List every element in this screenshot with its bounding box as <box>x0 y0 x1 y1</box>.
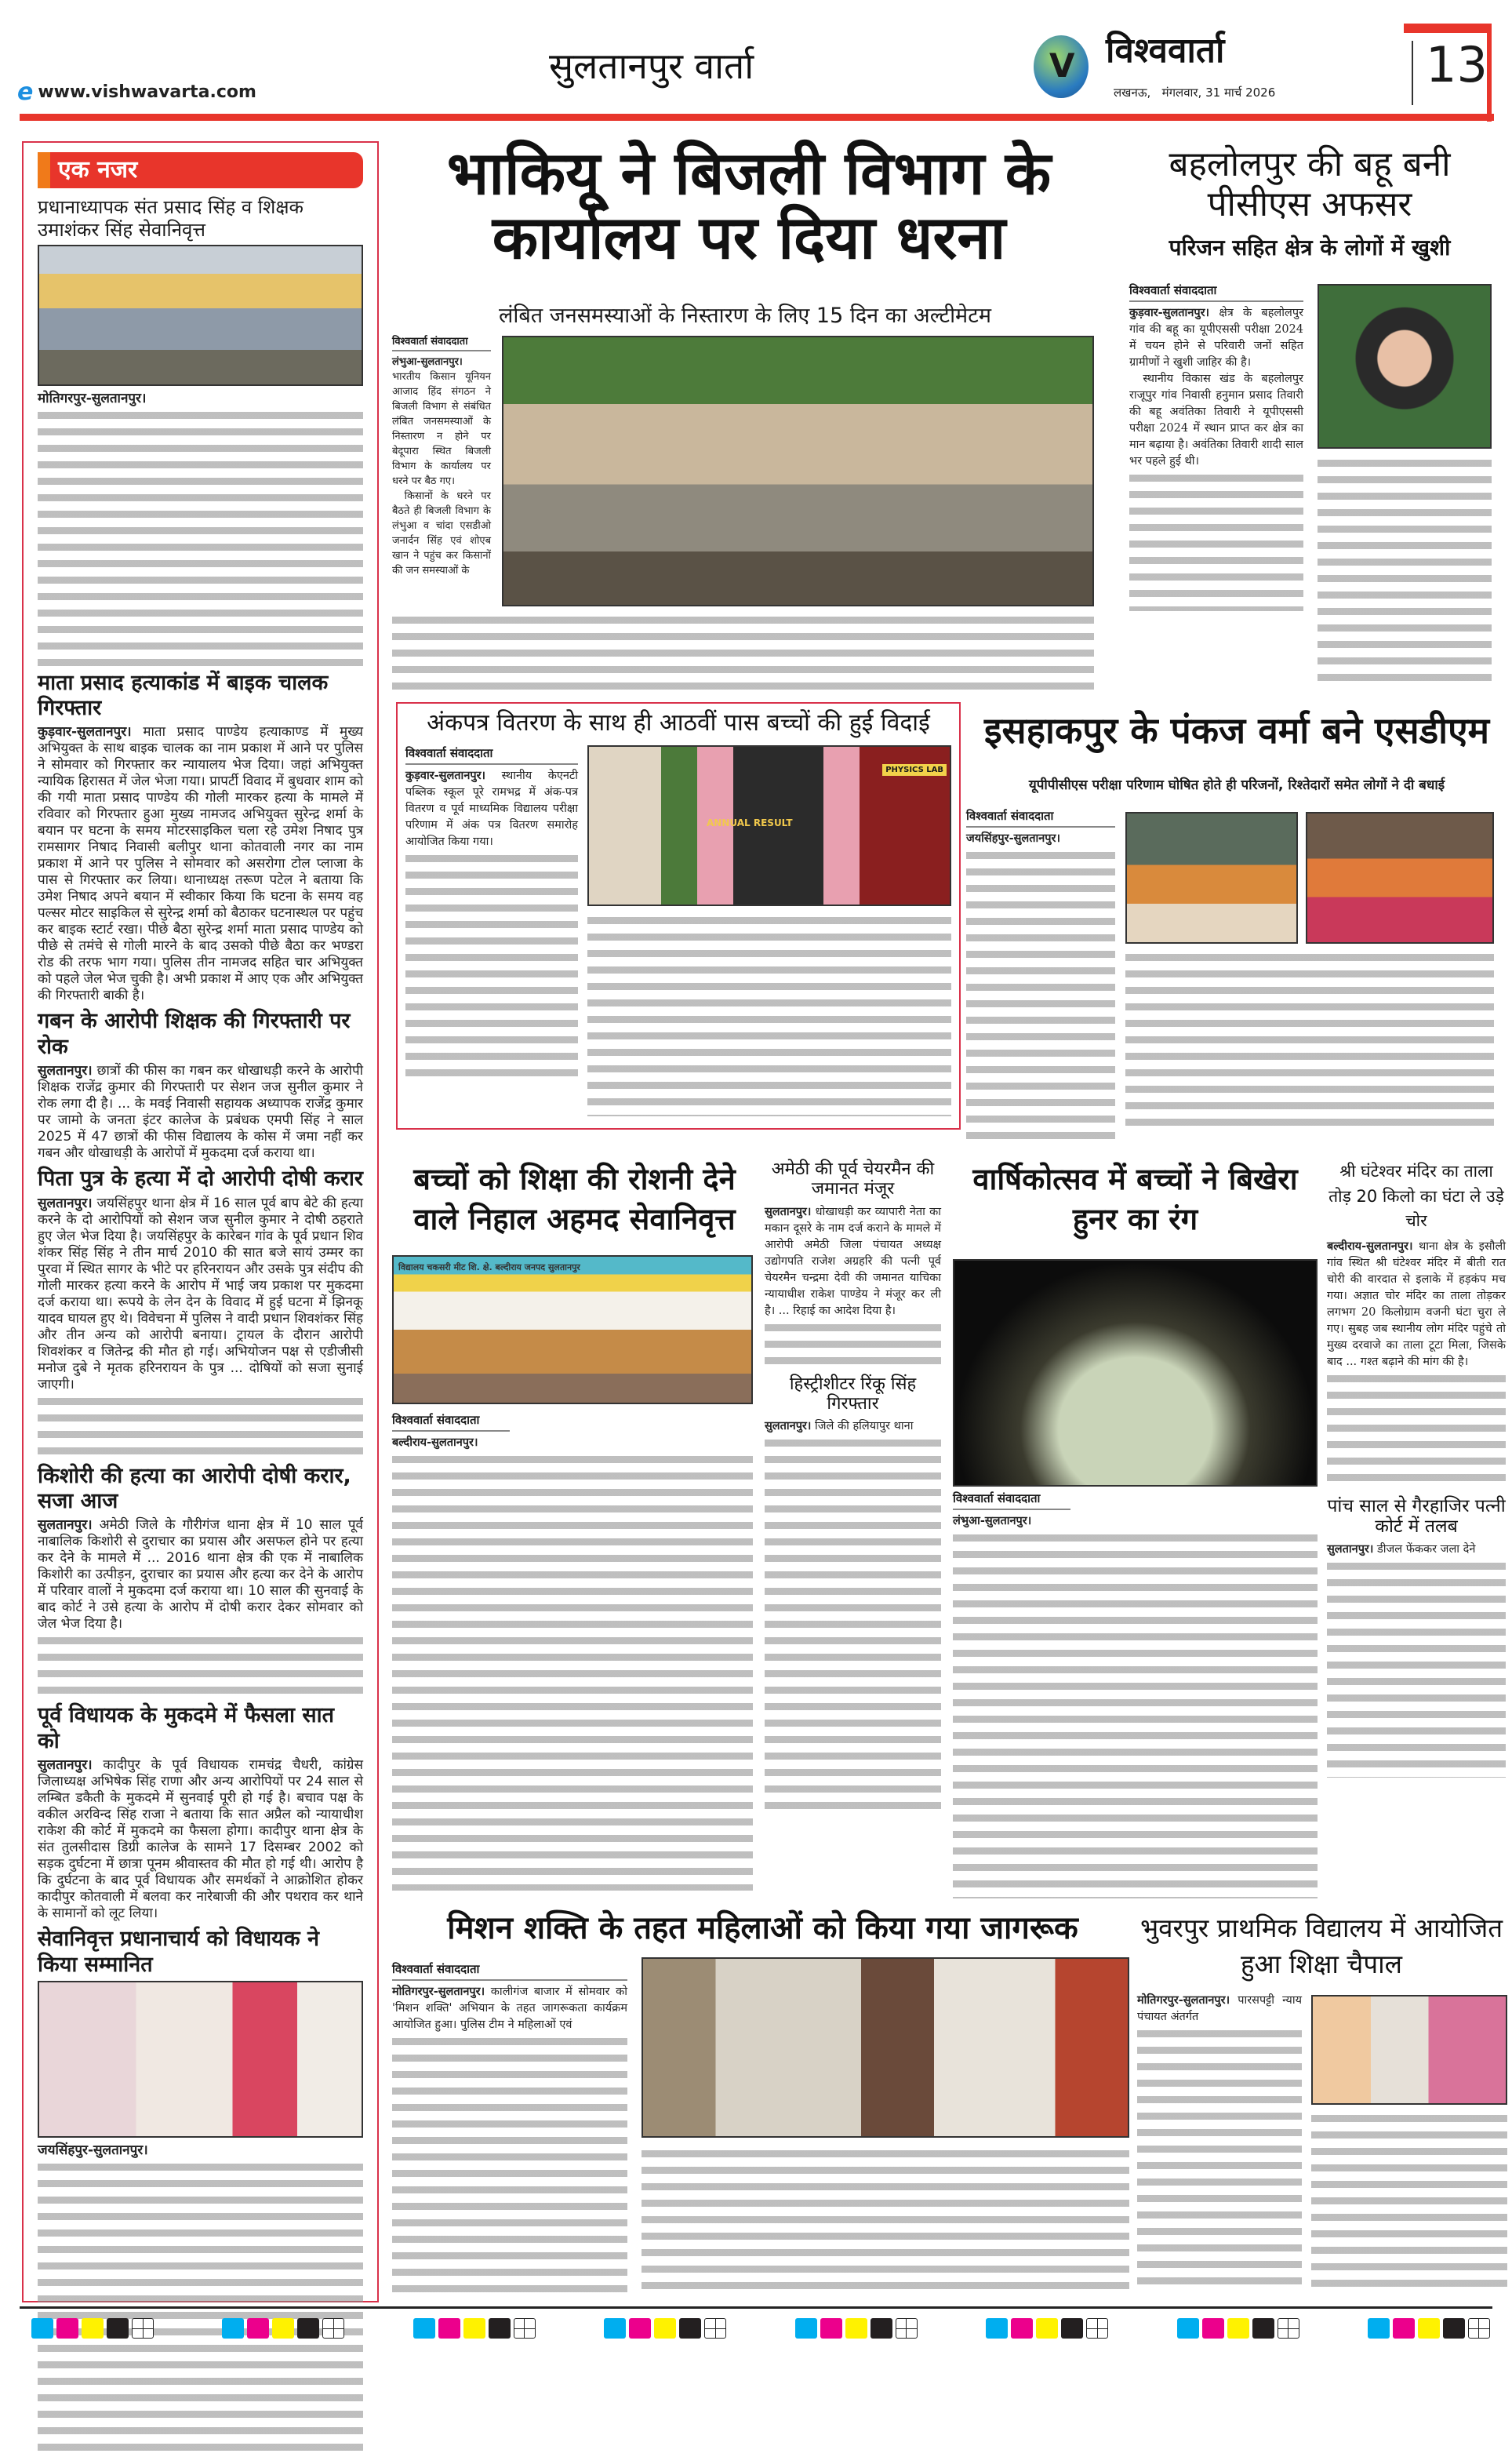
article-text <box>642 2146 1129 2291</box>
amethi-story: अमेठी की पूर्व चेयरमैन की जमानत मंजूर सुलतानपुर। धोखाधड़ी कर व्यापारी नेता का मकान दूसरे के नाम दर्ज कराने के मामले में आरोपी अमेठी जिला पंचायत अध्यक्ष उद्योगपति राजेश अग्रहरि की पत्नी पूर्व चेयरमैन चन्द्रमा देवी की जमानत याचिका न्यायाधीश राकेश पाण्डेय ने मंजूर कर ली है। ... रिहाई का आदेश दिया है। हिस्ट्रीशीटर रिंकू सिंह गिरफ्तार सुलतानपुर। जिले की हलियापुर थाना <box>765 1159 941 1811</box>
wife-headline: पांच साल से गैरहाजिर पत्नी कोर्ट में तलब <box>1327 1495 1506 1537</box>
story-headline: गबन के आरोपी शिक्षक की गिरफ्तारी पर रोक <box>38 1009 351 1059</box>
mission-shakti-headline: मिशन शक्ति के तहत महिलाओं को किया गया जागरूक <box>447 1910 1078 1946</box>
registration-mark-icon <box>1086 2318 1108 2339</box>
cmyk-swatch-group <box>222 2318 344 2339</box>
byline: विश्ववार्ता संवाददाता <box>953 1491 1070 1510</box>
browser-e-icon: e <box>17 78 34 106</box>
color-swatch <box>1418 2318 1440 2339</box>
color-swatch <box>222 2318 244 2339</box>
registration-mark-icon <box>1468 2318 1490 2339</box>
story-headline: पिता पुत्र के हत्या में दो आरोपी दोषी करार <box>38 1167 363 1192</box>
story-headline: माता प्रसाद हत्याकांड में बाइक चालक गिरफ्तार <box>38 670 329 720</box>
cmyk-swatch-group <box>604 2318 726 2339</box>
paper-name: विश्ववार्ता <box>1106 31 1225 71</box>
color-swatch <box>795 2318 817 2339</box>
story-headline: पूर्व विधायक के मुकदमे में फैसला सात को <box>38 1703 334 1753</box>
color-swatch <box>654 2318 676 2339</box>
masthead <box>0 0 1512 126</box>
history-sheeter-headline: हिस्ट्रीशीटर रिंकू सिंह गिरफ्तार <box>789 1374 917 1414</box>
color-swatch <box>629 2318 651 2339</box>
color-registration-bar <box>31 2318 1490 2339</box>
annual-function-photo <box>953 1259 1318 1487</box>
dharna-photo <box>502 336 1094 606</box>
color-swatch <box>1443 2318 1465 2339</box>
ankpatra-headline: अंकपत्र वितरण के साथ ही आठवीं पास बच्चों की हुई विदाई <box>427 709 930 737</box>
story-headline: किशोरी की हत्या का आरोपी दोषी करार, सजा आज <box>38 1463 351 1513</box>
photo-sign: PHYSICS LAB <box>882 764 947 776</box>
annual-result-photo <box>587 745 951 906</box>
header-rule <box>20 114 1494 121</box>
paper-logo-icon: V <box>1034 35 1089 98</box>
article-text: सुलतानपुर। अमेठी जिले के गौरीगंज थाना क्षेत्र में 10 साल पूर्व नाबालिक किशोरी से दुराचार का प्रयास और असफल होने पर हत्या कर देने के मामले में ... 2016 थाना क्षेत्र की एक में नाबालिक किशोरी का उत्पीड़न, दुराचार का प्रयास और हत्या कर देने के आरोप में परिवार वालों ने मुकदमा दर्ज कराया था। 10 साल की सुनवाई के बाद कोर्ट ने उसे हत्या के आरोप में दोषी करार देकर सोमवार को जेल भेज दिया है। <box>38 1517 363 1633</box>
color-swatch <box>604 2318 626 2339</box>
photo-banner: विद्यालय चकसरी मीट शि. क्षे. बल्दीराय जनपद सुलतानपुर <box>398 1262 580 1272</box>
awareness-program-photo <box>642 1957 1129 2138</box>
color-swatch <box>1252 2318 1274 2339</box>
ankpatra-story: अंकपत्र वितरण के साथ ही आठवीं पास बच्चों की हुई विदाई विश्ववार्ता संवाददाता कुड़वार-सुलतानपुर। स्थानीय केएनटी पब्लिक स्कूल पूरे रामभद्र में अंक-पत्र वितरण व पूर्व माध्यमिक विद्यालय परीक्षा परिणाम में अंक पत्र वितरण समारोह आयोजित किया गया। PHYSICS LAB ANNUAL RESULT <box>396 702 961 1130</box>
bahlolpur-story-text: विश्ववार्ता संवाददाता कुड़वार-सुलतानपुर। क्षेत्र के बहलोलपुर गांव की बहू का यूपीएससी परीक्षा 2024 में चयन होने से परिवारी जनों सहित ग्रामीणों ने खुशी जाहिर की है। स्थानीय विकास खंड के बहलोलपुर राजूपुर गांव निवासी हनुमान प्रसाद तिवारी की बहू अवंतिका तिवारी ने यूपीएससी परीक्षा 2024 में स्थान प्राप्त कर क्षेत्र का मान बढ़ाया है। अवंतिका तिवारी शादी साल भर पहले हुई थी। <box>1129 282 1303 611</box>
cmyk-swatch-group <box>986 2318 1108 2339</box>
color-swatch <box>870 2318 892 2339</box>
sdm-celebration-photo <box>1125 812 1298 944</box>
mission-shakti-story-text: विश्ववार्ता संवाददाता मोतिगरपुर-सुलतानपुर। कालीगंज बाजार में सोमवार को 'मिशन शक्ति' अभियान के तहत जागरूकता कार्यक्रम आयोजित हुआ। पुलिस टीम ने महिलाओं एवं <box>392 1961 627 2300</box>
felicitation-photo <box>38 1981 363 2138</box>
color-swatch <box>1177 2318 1199 2339</box>
color-swatch <box>82 2318 104 2339</box>
registration-mark-icon <box>132 2318 154 2339</box>
color-swatch <box>463 2318 485 2339</box>
school-staff-photo <box>392 1255 753 1404</box>
photo-banner: ANNUAL RESULT <box>707 817 793 828</box>
color-swatch <box>1011 2318 1033 2339</box>
lead-subheadline: लंबित जनसमस्याओं के निस्तारण के लिए 15 दिन का अल्टीमेटम <box>499 304 991 328</box>
ishaqpur-story-text: विश्ववार्ता संवाददाता जयसिंहपुर-सुलतानपुर। <box>966 808 1115 1141</box>
school-children-photo <box>1311 1995 1507 2105</box>
sdm-family-photo <box>1306 812 1494 944</box>
color-swatch <box>489 2318 511 2339</box>
color-swatch <box>1061 2318 1083 2339</box>
article-text: सुलतानपुर। कादीपुर के पूर्व विधायक रामचंद्र चैधरी, कांग्रेस जिलाध्यक्ष अभिषेक सिंह राणा और अन्य आरोपियों पर 24 साल से लम्बित डकैती के मुकदमे में सुनवाई पूरी हो गई है। बचाव पक्ष के वकील अरविन्द सिंह राजा ने बताया कि सात अप्रैल को न्यायाधीश राकेश की कोर्ट में मुकदमे का फैसला होगा। कादीपुर थाना क्षेत्र के संत तुलसीदास डिग्री कालेज के सामने 17 दिसम्बर 2002 को सड़क दुर्घटना में छात्रा पूनम श्रीवास्तव की मौत हो गई थी। आरोप है कि दुर्घटना के बाद पूर्व विधायक और समर्थकों ने आक्रोशित होकर कादीपुर कोतवाली में बलवा कर नारेबाजी की और पथराव कर थाने के सामानों को लूट लिया। <box>38 1757 364 1922</box>
varshikotsav-headline: वार्षिकोत्सव में बच्चों ने बिखेरा हुनर का रंग <box>972 1162 1298 1237</box>
temple-story: श्री घंटेश्वर मंदिर का ताला तोड़ 20 किलो का घंटा ले उड़े चोर बल्दीराय-सुलतानपुर। थाना क्षेत्र के इसौली गांव स्थित श्री घंटेश्वर मंदिर में बीती रात चोरी की वारदात से इलाके में हड़कंप मच गया। अज्ञात चोर मंदिर का ताला तोड़कर लगभग 20 किलोग्राम वजनी घंटा चुरा ले गए। सुबह जब स्थानीय लोग मंदिर पहुंचे तो मुख्य दरवाजे का ताला टूटा मिला, जिसके बाद ... गश्त बढ़ाने की मांग की है। पांच साल से गैरहाजिर पत्नी कोर्ट में तलब सुलतानपुर। डीजल फेंककर जला देने <box>1327 1159 1506 1778</box>
color-swatch <box>107 2318 129 2339</box>
article-text: सुलतानपुर। जयसिंहपुर थाना क्षेत्र में 16 साल पूर्व बाप बेटे की हत्या करने के दो आरोपियों को सेशन जज सुनील कुमार ने दोषी ठहराते हुए जेल भेज दिया है। जयसिंहपुर के कारेबन गांव के पूर्व प्रधान शिव शंकर सिंह सिंह ने तीन मार्च 2010 की सात बजे सायं उम्मर का पुरवा में स्थित सागर के भीटे पर हरिनरायन और उसके पुत्र संदीप की गोली मारकर हत्या करने के आरोप में भाई जय प्रकाश पर मुकदमा दर्ज कराया था। रूपये के लेन देन के विवाद में हुई घटना में झिनकू यादव घायल हुए थे। विवेचना में पुलिस ने वादी प्रधान शिवशंकर सिंह और तीन अन्य को आरोपी बनाया। ट्रायल के दौरान आरोपी शिवशंकर व जितेन्द्र की मौत हो गई। अभियोजन पक्ष से एडीजीसी मनोज दुबे ने मृतक हरिनरायन के पुत्र ... दोषियों को सजा सुनाई जाएगी। <box>38 1195 363 1392</box>
cmyk-swatch-group <box>31 2318 154 2339</box>
color-swatch <box>297 2318 319 2339</box>
nihal-headline: बच्चों को शिक्षा की रोशनी देने वाले निहाल अहमद सेवानिवृत्त <box>413 1162 736 1237</box>
story-headline: प्रधानाध्यापक संत प्रसाद सिंह व शिक्षक उमाशंकर सिंह सेवानिवृत्त <box>38 196 303 241</box>
byline: विश्ववार्ता संवाददाता <box>392 1412 510 1432</box>
section-title: सुलतानपुर वार्ता <box>549 45 754 87</box>
article-text <box>587 912 951 1116</box>
cmyk-swatch-group <box>795 2318 918 2339</box>
color-swatch <box>56 2318 78 2339</box>
cmyk-swatch-group <box>413 2318 536 2339</box>
article-text <box>38 407 363 666</box>
retirement-group-photo <box>38 245 363 386</box>
website-link[interactable]: e www.vishwavarta.com <box>17 78 256 106</box>
story-headline: सेवानिवृत्त प्रधानाचार्य को विधायक ने किया सम्मानित <box>38 1927 319 1977</box>
article-text <box>1311 2110 1507 2291</box>
officer-portrait-photo <box>1318 284 1492 449</box>
lead-story-text: विश्ववार्ता संवाददाता लंभुआ-सुलतानपुर। भारतीय किसान यूनियन आजाद हिंद संगठन ने बिजली विभाग से संबंधित लंबित जनसमस्याओं के निस्तारण न होने पर बेदूपारा स्थित बिजली विभाग के कार्यालय पर धरने पर बैठ गए। किसानों के धरने पर बैठते ही बिजली विभाग के लंभुआ व चांदा एसडीओ जनार्दन सिंह एवं शोएब खान ने पहुंच कर किसानों की जन समस्याओं के <box>392 333 491 578</box>
varshikotsav-story-text: विश्ववार्ता संवाददाता लंभुआ-सुलतानपुर। <box>953 1491 1318 1898</box>
bahlolpur-subheadline: परिजन सहित क्षेत्र के लोगों में खुशी <box>1169 235 1451 260</box>
nihal-story-text: विश्ववार्ता संवाददाता बल्दीराय-सुलतानपुर। <box>392 1412 753 1891</box>
registration-mark-icon <box>1278 2318 1299 2339</box>
color-swatch <box>31 2318 53 2339</box>
ishaqpur-subheadline: यूपीपीसीएस परीक्षा परिणाम घोषित होते ही परिजनों, रिश्तेदारों समेत लोगों ने दी बधाई <box>1028 777 1445 793</box>
byline: विश्ववार्ता संवाददाता <box>392 1961 627 1981</box>
temple-headline: श्री घंटेश्वर मंदिर का ताला तोड़ 20 किलो का घंटा ले उड़े चोर <box>1328 1162 1504 1230</box>
color-swatch <box>820 2318 842 2339</box>
registration-mark-icon <box>704 2318 726 2339</box>
color-swatch <box>438 2318 460 2339</box>
footer-rule <box>20 2306 1492 2309</box>
color-swatch <box>1202 2318 1224 2339</box>
date-line: लखनऊ, मंगलवार, 31 मार्च 2026 <box>1114 86 1276 100</box>
ishaqpur-headline: इसहाकपुर के पंकज वर्मा बने एसडीएम <box>983 709 1490 752</box>
article-text: सुलतानपुर। छात्रों की फीस का गबन कर धोखाधड़ी करने के आरोपी शिक्षक राजेंद्र कुमार की गिरफ्तारी पर सेशन जज सुनील कुमार ने रोक लगा दी है। ... के मवई निवासी सहायक अध्यापक राजेंद्र कुमार पर जामो के जनता इंटर कालेज के प्रबंधक एमपी सिंह ने साल 2025 में 47 छात्रों की फीस विद्यालय के कोस में जमा नहीं कर गबन और धोखाधड़ी के आरोपों में मुकदमा दर्ज कराया था। <box>38 1063 364 1162</box>
color-swatch <box>679 2318 701 2339</box>
cmyk-swatch-group <box>1368 2318 1490 2339</box>
color-swatch <box>413 2318 435 2339</box>
lead-headline: भाकियू ने बिजली विभाग के कार्यालय पर दिया धरना <box>446 138 1052 273</box>
bahlolpur-headline: बहलोलपुर की बहू बनी पीसीएस अफसर <box>1169 144 1451 224</box>
article-text <box>1318 455 1492 690</box>
ek-nazar-badge: एक नजर <box>38 152 363 188</box>
byline: विश्ववार्ता संवाददाता <box>392 333 491 351</box>
article-text <box>1125 949 1494 1126</box>
ek-nazar-column: एक नजर प्रधानाध्यापक संत प्रसाद सिंह व शिक्षक उमाशंकर सिंह सेवानिवृत्त मोतिगरपुर-सुलतानपुर। माता प्रसाद हत्याकांड में बाइक चालक गिरफ्तार कुड़वार-सुलतानपुर। माता प्रसाद पाण्डेय हत्याकाण्ड में मुख्य अभियुक्त के साथ बाइक चालक का नाम प्रकाश में आने पर पुलिस ने सोमवार को गिरफ्तार कर न्यायालय भेज दिया। जहां अभियुक्त न्यायिक हिरासत में जेल भेजा गया। प्रापर्टी विवाद में बुधवार शाम को की गयी माता प्रसाद पाण्डेय की गोली मारकर हत्या के मामले में रविवार को गिरफ्तार हुआ मुख्य नामजद अभियुक्त सुरेन्द्र शर्मा के बयान पर घटना के समय मोटरसाइकिल चला रहे उमेश निषाद पुत्र रामसागर निषाद निवासी बलीपुर थाना कोतवाली नगर का नाम प्रकाश में आने पर पुलिस ने सोमवार को असरोगा टोल प्लाजा के पास से गिरफ्तार कर लिया। थानाध्यक्ष तरूण पटेल ने बताया कि उमेश निषाद अपने बयान में स्वीकार किया कि घटना के समय वह पल्सर मोटर साइकिल से सुरेन्द्र शर्मा को बैठाकर घटनास्थल पर पहुंच कर बाइक स्टार्ट रखा। पीछे बैठा सुरेन्द्र शर्मा माता प्रसाद पाण्डेय को पीछे से तमंचे से गोली मारने के बाद उसको पीछे बैठा कर भण्डरा रोड की तरफ भाग गया। पुलिस तीन नामजद सहित चार अभियुक्त को पहले जेल भेज चुकी है। अभी प्रकाश में आए एक और अभियुक्त की गिरफ्तारी बाकी है। गबन के आरोपी शिक्षक की गिरफ्तारी पर रोक सुलतानपुर। छात्रों की फीस का गबन कर धोखाधड़ी करने के आरोपी शिक्षक राजेंद्र कुमार की गिरफ्तारी पर सेशन जज सुनील कुमार ने रोक लगा दी है। ... के मवई निवासी सहायक अध्यापक राजेंद्र कुमार पर जामो के जनता इंटर कालेज के प्रबंधक एमपी सिंह ने साल 2025 में 47 छात्रों की फीस विद्यालय के कोस में जमा नहीं कर गबन और धोखाधड़ी के आरोपों में मुकदमा दर्ज कराया था। पिता पुत्र के हत्या में दो आरोपी दोषी करार सुलतानपुर। जयसिंहपुर थाना क्षेत्र में 16 साल पूर्व बाप बेटे की हत्या करने के दो आरोपियों को सेशन जज सुनील कुमार ने दोषी ठहराते हुए जेल भेज दिया है। जयसिंहपुर के कारेबन गांव के पूर्व प्रधान शिव शंकर सिंह सिंह ने तीन मार्च 2010 की सात बजे सायं उम्मर का पुरवा में स्थित सागर के भीटे पर हरिनरायन और उसके पुत्र संदीप की गोली मारकर हत्या करने के आरोप में भाई जय प्रकाश पर मुकदमा दर्ज कराया था। रूपये के लेन देन के विवाद में हुई घटना में झिनकू यादव घायल हुए थे। विवेचना में पुलिस ने वादी प्रधान शिवशंकर सिंह और तीन अन्य को आरोपी बनाया। ट्रायल के दौरान आरोपी शिवशंकर व जितेन्द्र की मौत हो गई। अभियोजन पक्ष से एडीजीसी मनोज दुबे ने मृतक हरिनरायन के पुत्र ... दोषियों को सजा सुनाई जाएगी। किशोरी की हत्या का आरोपी दोषी करार, सजा आज सुलतानपुर। अमेठी जिले के गौरीगंज थाना क्षेत्र में 10 साल पूर्व नाबालिक किशोरी से दुराचार का प्रयास और असफल होने पर हत्या कर देने के मामले में ... 2016 थाना क्षेत्र की एक में नाबालिक किशोरी का उत्पीड़न, दुराचार का प्रयास और हत्या कर देने के आरोप में परिवार वालों ने मुकदमा दर्ज कराया था। 10 साल की सुनवाई के बाद कोर्ट ने उसे हत्या के आरोप में दोषी करार देकर सोमवार को जेल भेज दिया है। पूर्व विधायक के मुकदमे में फैसला सात को सुलतानपुर। कादीपुर के पूर्व विधायक रामचंद्र चैधरी, कांग्रेस जिलाध्यक्ष अभिषेक सिंह राणा और अन्य आरोपियों पर 24 साल से लम्बित डकैती के मुकदमे में सुनवाई पूरी हो गई है। बचाव पक्ष के वकील अरविन्द सिंह राजा ने बताया कि सात अप्रैल को न्यायाधीश राकेश की कोर्ट में मुकदमे का फैसला होगा। कादीपुर थाना क्षेत्र के संत तुलसीदास डिग्री कालेज के सामने 17 दिसम्बर 2002 को सड़क दुर्घटना में छात्रा पूनम श्रीवास्तव की मौत हो गई थी। आरोप है कि दुर्घटना के बाद पूर्व विधायक और समर्थकों ने आक्रोशित होकर कादीपुर कोतवाली में बलवा कर नारेबाजी की और पथराव कर थाने के सामानों को लूट लिया। सेवानिवृत्त प्रधानाचार्य को विधायक ने किया सम्मानित जयसिंहपुर-सुलतानपुर। <box>22 141 379 2302</box>
registration-mark-icon <box>896 2318 918 2339</box>
registration-mark-icon <box>514 2318 536 2339</box>
color-swatch <box>986 2318 1008 2339</box>
page-divider <box>1412 41 1413 105</box>
article-text <box>392 612 1094 690</box>
color-swatch <box>1368 2318 1390 2339</box>
cmyk-swatch-group <box>1177 2318 1299 2339</box>
color-swatch <box>1036 2318 1058 2339</box>
byline: विश्ववार्ता संवाददाता <box>1129 282 1303 302</box>
color-swatch <box>272 2318 294 2339</box>
amethi-headline: अमेठी की पूर्व चेयरमैन की जमानत मंजूर <box>771 1159 935 1199</box>
page-number: 13 <box>1426 36 1488 93</box>
byline: विश्ववार्ता संवाददाता <box>405 745 578 765</box>
article-text: कुड़वार-सुलतानपुर। माता प्रसाद पाण्डेय हत्याकाण्ड में मुख्य अभियुक्त के साथ बाइक चालक का नाम प्रकाश में आने पर पुलिस ने सोमवार को गिरफ्तार कर न्यायालय भेज दिया। जहां अभियुक्त न्यायिक हिरासत में जेल भेजा गया। प्रापर्टी विवाद में बुधवार शाम को की गयी माता प्रसाद पाण्डेय की गोली मारकर हत्या के मामले में रविवार को गिरफ्तार हुआ मुख्य नामजद अभियुक्त सुरेन्द्र शर्मा के बयान पर घटना के समय मोटरसाइकिल चला रहे उमेश निषाद पुत्र रामसागर निषाद निवासी बलीपुर थाना कोतवाली नगर का नाम प्रकाश में आने पर पुलिस ने सोमवार को असरोगा टोल प्लाजा के पास से गिरफ्तार कर लिया। थानाध्यक्ष तरूण पटेल ने बताया कि उमेश निषाद अपने बयान में स्वीकार किया कि घटना के समय वह पल्सर मोटर साइकिल से सुरेन्द्र शर्मा को बैठाकर घटनास्थल पर पहुंच कर बाइक स्टार्ट रखा। पीछे बैठा सुरेन्द्र शर्मा माता प्रसाद पाण्डेय को पीछे से तमंचे से गोली मारने के बाद उसको पीछे बैठा कर भण्डरा रोड की तरफ भाग गया। पुलिस तीन नामजद सहित चार अभियुक्त को पहले जेल भेज चुकी है। अभी प्रकाश में आए एक और अभियुक्त की गिरफ्तारी बाकी है। <box>38 724 364 1004</box>
bhuvarpur-story-text: मोतिगरपुर-सुलतानपुर। पारसपट्टी न्याय पंचायत अंतर्गत <box>1137 1993 1302 2284</box>
bhuvarpur-headline: भुवरपुर प्राथमिक विद्यालय में आयोजित हुआ शिक्षा चैपाल <box>1139 1913 1503 1980</box>
color-swatch <box>247 2318 269 2339</box>
registration-mark-icon <box>322 2318 344 2339</box>
byline: विश्ववार्ता संवाददाता <box>966 808 1115 828</box>
color-swatch <box>1227 2318 1249 2339</box>
color-swatch <box>845 2318 867 2339</box>
color-swatch <box>1393 2318 1415 2339</box>
